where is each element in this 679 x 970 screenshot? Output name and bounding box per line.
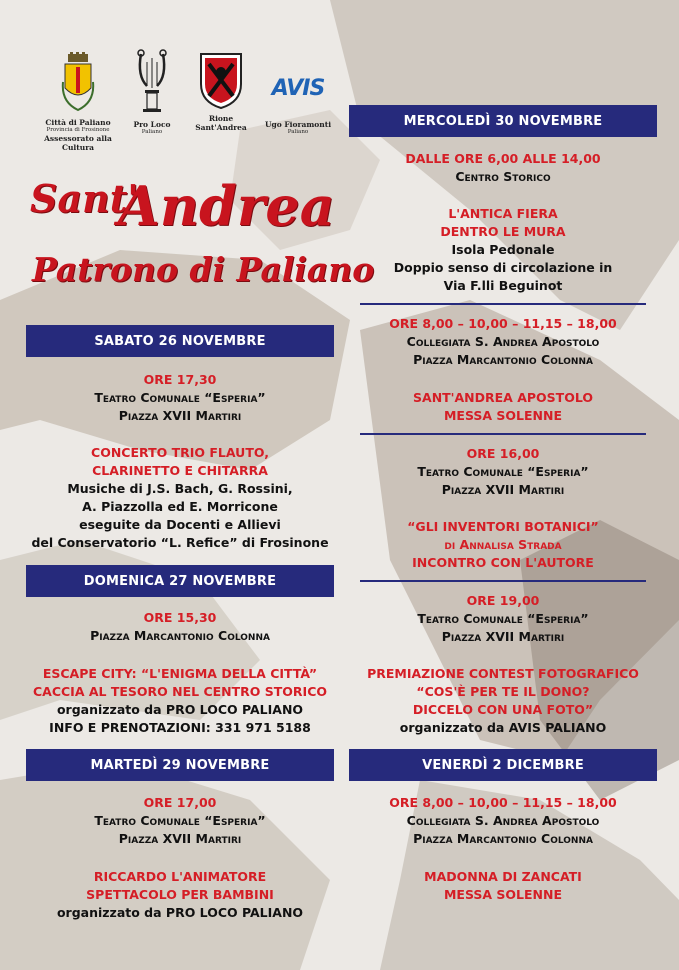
event-block [343, 518, 663, 572]
event-time: ORE 17,00 [143, 795, 217, 810]
rione-shield-icon [199, 52, 243, 110]
event-detail: organizzato da AVIS PALIANO [399, 720, 607, 735]
day-header-domenica: DOMENICA 27 NOVEMBRE [26, 565, 334, 597]
event-venue: Teatro Comunale “Esperia” [417, 611, 589, 626]
event-title: DENTRO LE MURA [440, 224, 566, 239]
title-sant: Sant' [30, 176, 139, 221]
event-detail: del Conservatorio “L. Refice” di Frosinone [31, 535, 329, 550]
event-place: Piazza XVII Martiri [118, 408, 242, 423]
event-detail: Isola Pedonale [451, 242, 555, 257]
logo-caption: Assessorato alla Cultura [44, 134, 112, 152]
event-detail: organizzato da PRO LOCO PALIANO [56, 702, 304, 717]
event-title: L'ANTICA FIERA [448, 206, 558, 221]
event-title: INCONTRO CON L'AUTORE [412, 555, 594, 570]
logo-caption: Città di Paliano [45, 118, 111, 127]
event-block [343, 389, 663, 425]
event-block [343, 665, 663, 737]
logo-subcaption: Paliano [287, 129, 309, 135]
event-block [20, 868, 340, 922]
event-block [343, 592, 663, 646]
event-block [343, 205, 663, 295]
event-title: CONCERTO TRIO FLAUTO, [91, 445, 269, 460]
event-time: ORE 19,00 [466, 593, 540, 608]
event-title: MESSA SOLENNE [443, 887, 563, 902]
event-title: CACCIA AL TESORO NEL CENTRO STORICO [32, 684, 327, 699]
event-title: “GLI INVENTORI BOTANICI” [407, 519, 599, 534]
title-andrea: Andrea [118, 174, 335, 238]
event-title: PREMIAZIONE CONTEST FOTOGRAFICO [367, 666, 639, 681]
event-place: Piazza Marcantonio Colonna [413, 831, 593, 846]
event-detail: Via F.lli Beguinot [443, 278, 563, 293]
avis-wordmark: AVIS [271, 75, 325, 101]
event-title: “COS'È PER TE IL DONO? [416, 684, 590, 699]
event-block [343, 445, 663, 499]
event-detail: eseguite da Docenti e Allievi [79, 517, 281, 532]
event-block [20, 609, 340, 645]
event-venue: Collegiata S. Andrea Apostolo [406, 813, 600, 828]
event-time: ORE 8,00 – 10,00 – 11,15 – 18,00 [389, 316, 617, 331]
event-block [20, 371, 340, 425]
logo-avis [262, 66, 334, 136]
logo-citta-paliano [32, 52, 124, 152]
event-time: ORE 8,00 – 10,00 – 11,15 – 18,00 [389, 795, 617, 810]
logo-pro-loco [128, 48, 176, 136]
event-detail: INFO E PRENOTAZIONI: 331 971 5188 [49, 720, 311, 735]
event-block [343, 150, 663, 186]
separator-line [360, 303, 646, 305]
logo-rione-sant-andrea [192, 52, 250, 132]
event-time: ORE 17,30 [143, 372, 217, 387]
separator-line [360, 433, 646, 435]
logo-subcaption: Provincia di Frosinone [46, 127, 110, 133]
logo-caption: Rione [208, 114, 234, 123]
event-detail: Musiche di J.S. Bach, G. Rossini, [67, 481, 293, 496]
event-place: Piazza Marcantonio Colonna [413, 352, 593, 367]
event-block [343, 794, 663, 848]
pro-loco-lyre-icon [133, 48, 171, 116]
event-block [343, 315, 663, 369]
event-place: Piazza XVII Martiri [441, 482, 565, 497]
event-block [20, 665, 340, 737]
logo-caption: Sant'Andrea [195, 123, 247, 132]
day-header-sabato: SABATO 26 NOVEMBRE [26, 325, 334, 357]
event-place: Piazza XVII Martiri [118, 831, 242, 846]
event-place: Piazza XVII Martiri [441, 629, 565, 644]
event-title: CLARINETTO E CHITARRA [92, 463, 268, 478]
event-title: MADONNA DI ZANCATI [424, 869, 582, 884]
event-time: DALLE ORE 6,00 ALLE 14,00 [405, 151, 601, 166]
logo-subcaption: Paliano [141, 129, 163, 135]
event-title: ESCAPE CITY: “L'ENIGMA DELLA CITTÀ” [42, 666, 318, 681]
day-header-mercoledi: MERCOLEDÌ 30 NOVEMBRE [349, 105, 657, 137]
separator-line [360, 580, 646, 582]
event-detail: Doppio senso di circolazione in [393, 260, 613, 275]
paliano-crest-icon [61, 52, 95, 114]
day-header-venerdi: VENERDÌ 2 DICEMBRE [349, 749, 657, 781]
event-venue: Teatro Comunale “Esperia” [94, 390, 266, 405]
event-title: SANT'ANDREA APOSTOLO [413, 390, 593, 405]
event-title: SPETTACOLO PER BAMBINI [86, 887, 274, 902]
event-block [20, 444, 340, 552]
event-detail: A. Piazzolla ed E. Morricone [82, 499, 278, 514]
event-venue: Teatro Comunale “Esperia” [94, 813, 266, 828]
day-header-martedi: MARTEDÌ 29 NOVEMBRE [26, 749, 334, 781]
event-title: DICCELO CON UNA FOTO” [412, 702, 594, 717]
event-title: RICCARDO L'ANIMATORE [93, 869, 267, 884]
event-time: ORE 15,30 [143, 610, 217, 625]
event-place: Piazza Marcantonio Colonna [90, 628, 270, 643]
title-patrono: Patrono di Paliano [32, 250, 375, 289]
event-author: di Annalisa Strada [444, 537, 562, 552]
avis-logo-icon [262, 66, 334, 110]
event-block [343, 868, 663, 904]
event-block [20, 794, 340, 848]
logo-caption: Ugo Fioramonti [264, 120, 332, 129]
event-title: MESSA SOLENNE [443, 408, 563, 423]
event-detail: organizzato da PRO LOCO PALIANO [56, 905, 304, 920]
event-place: Centro Storico [455, 169, 551, 184]
event-venue: Teatro Comunale “Esperia” [417, 464, 589, 479]
logo-caption: Pro Loco [133, 120, 171, 129]
event-time: ORE 16,00 [466, 446, 540, 461]
event-venue: Collegiata S. Andrea Apostolo [406, 334, 600, 349]
